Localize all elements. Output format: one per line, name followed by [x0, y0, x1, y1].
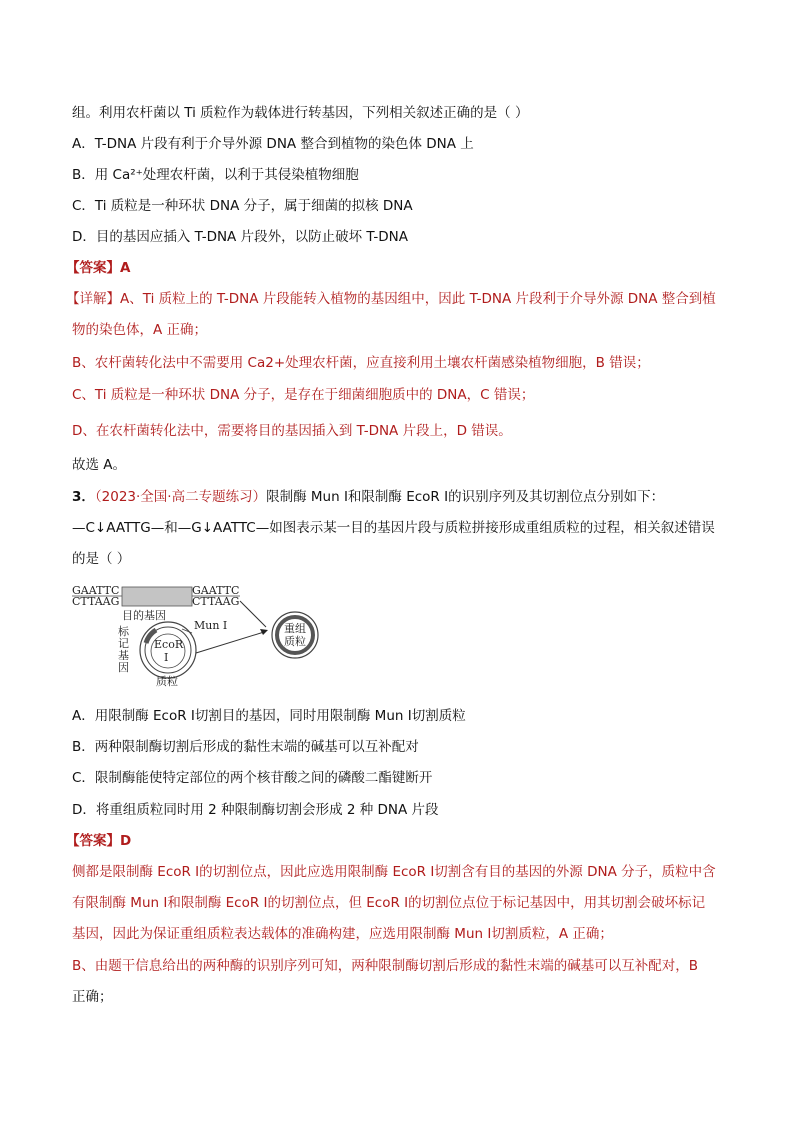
- question-text: 限制酶 Mun Ⅰ和限制酶 EcoR Ⅰ的识别序列及其切割位点分别如下：: [266, 489, 665, 505]
- question-stem-tail: 组。利用农杆菌以 Ti 质粒作为载体进行转基因，下列相关叙述正确的是（ ）: [72, 105, 529, 121]
- marker-label-4: 因: [118, 661, 129, 674]
- plasmid-label: 质粒: [156, 675, 178, 688]
- option-d: D．目的基因应插入 T-DNA 片段外，以防止破坏 T-DNA: [72, 229, 408, 245]
- option-a: A．T-DNA 片段有利于介导外源 DNA 整合到植物的染色体 DNA 上: [72, 136, 474, 152]
- target-gene-bar: [122, 587, 192, 606]
- option-c: C．Ti 质粒是一种环状 DNA 分子，属于细菌的拟核 DNA: [72, 198, 413, 214]
- q3-option-c: C．限制酶能使特定部位的两个核苷酸之间的磷酸二酯键断开: [72, 770, 433, 786]
- q3-answer-label: 【答案】D: [66, 833, 132, 849]
- seq-left-top: GAATTC: [72, 584, 120, 597]
- question-number: 3．: [72, 489, 95, 505]
- seq-right-top: GAATTC: [192, 584, 240, 597]
- question-3-stem-2: —C↓AATTG—和—G↓AATTC—如图表示某一目的基因片段与质粒拼接形成重组质粒的过程，相关叙述错误: [72, 520, 715, 536]
- option-b: B．用 Ca²⁺处理农杆菌，以利于其侵染植物细胞: [72, 167, 359, 183]
- target-gene-label: 目的基因: [122, 609, 166, 622]
- recombinant-label-1: 重组: [284, 622, 306, 635]
- q3-explanation-line: B、由题干信息给出的两种酶的识别序列可知，两种限制酶切割后形成的黏性末端的碱基可以互补配对，B: [72, 958, 699, 974]
- answer-label: 【答案】A: [66, 260, 131, 276]
- q3-explanation-line: 正确；: [72, 989, 113, 1005]
- marker-label-1: 标: [118, 625, 129, 638]
- ecor-label-1: EcoR: [154, 638, 184, 651]
- explanation-line: 物的染色体，A 正确；: [72, 322, 208, 338]
- explanation-line: B、农杆菌转化法中不需要用 Ca2+处理农杆菌，应直接利用土壤农杆菌感染植物细胞，B 错误；: [72, 355, 650, 371]
- q3-option-d: D．将重组质粒同时用 2 种限制酶切割会形成 2 种 DNA 片段: [72, 802, 439, 818]
- seq-right-bottom: CTTAAG: [192, 595, 240, 608]
- question-3-stem: [72, 487, 664, 507]
- q3-explanation-line: 基因，因此为保证重组质粒表达载体的准确构建，应选用限制酶 Mun Ⅰ切割质粒，A 正确；: [72, 926, 613, 942]
- marker-label-3: 基: [118, 649, 129, 662]
- question-3-stem-3: 的是（ ）: [72, 551, 131, 567]
- gene-plasmid-diagram: [70, 583, 330, 691]
- seq-left-bottom: CTTAAG: [72, 595, 120, 608]
- explanation-line: C、Ti 质粒是一种环状 DNA 分子，是存在于细菌细胞质中的 DNA，C 错误；: [72, 387, 535, 403]
- q3-explanation-line: 侧都是限制酶 EcoR Ⅰ的切割位点，因此应选用限制酶 EcoR Ⅰ切割含有目的基因的外源 DNA 分子，质粒中含: [72, 864, 716, 880]
- ecor-label-2: Ⅰ: [164, 651, 169, 664]
- mun-label: Mun Ⅰ: [194, 619, 228, 632]
- conclusion: 故选 A。: [72, 457, 127, 473]
- question-source: （2023·全国·高二专题练习）: [94, 489, 267, 505]
- q3-option-b: B．两种限制酶切割后形成的黏性末端的碱基可以互补配对: [72, 739, 419, 755]
- q3-option-a: A．用限制酶 EcoR Ⅰ切割目的基因，同时用限制酶 Mun Ⅰ切割质粒: [72, 708, 466, 724]
- recombinant-label-2: 质粒: [284, 635, 306, 648]
- explanation-line: 【详解】A、Ti 质粒上的 T-DNA 片段能转入植物的基因组中，因此 T-DNA 片段利于介导外源 DNA 整合到植: [66, 291, 716, 307]
- marker-label-2: 记: [118, 637, 129, 650]
- q3-explanation-line: 有限制酶 Mun Ⅰ和限制酶 EcoR Ⅰ的切割位点，但 EcoR Ⅰ的切割位点位于标记基因中，用其切割会破坏标记: [72, 895, 706, 911]
- explanation-line: D、在农杆菌转化法中，需要将目的基因插入到 T-DNA 片段上，D 错误。: [72, 423, 512, 439]
